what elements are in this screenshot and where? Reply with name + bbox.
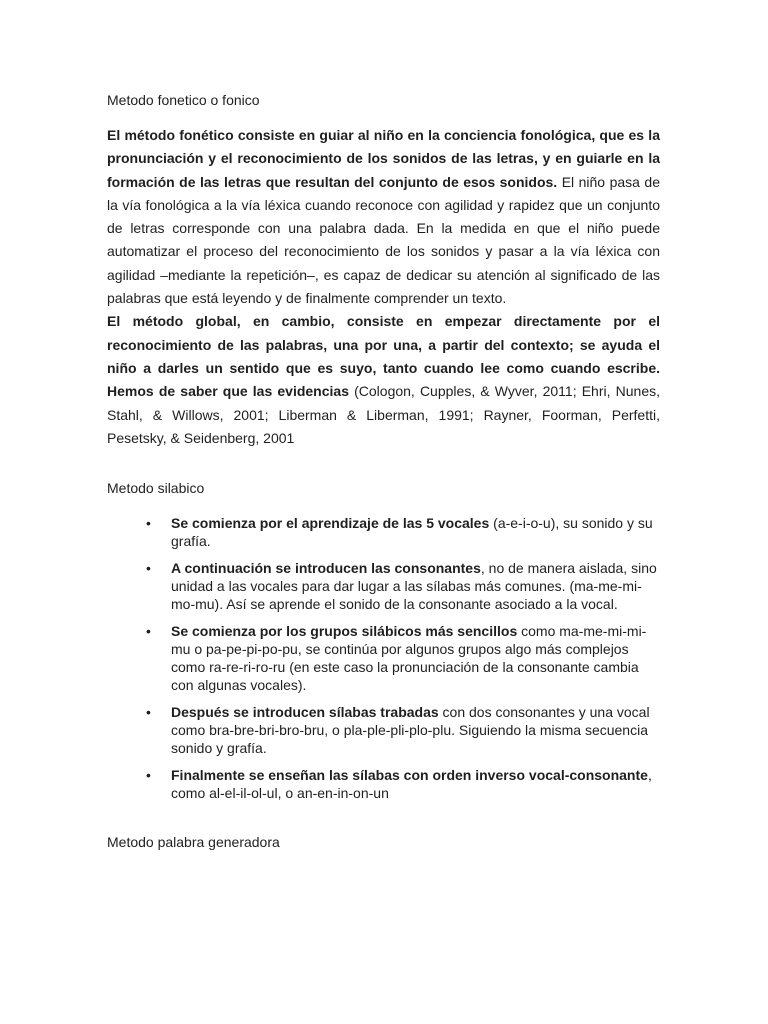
list-item-text: con dos consonantes y una vocal como bra-bre-bri-bro-bru, o pla-ple-pli-plo-plu. Siguiendo la misma secuencia sonido y grafía. [171, 704, 650, 757]
bullet-icon: • [146, 560, 151, 577]
list-item-bold: Finalmente se enseñan las sílabas con orden inverso vocal-consonante [171, 767, 648, 784]
list-item-bold: A continuación se introducen las consonantes [171, 560, 481, 577]
bullet-list [107, 514, 660, 802]
list-item-text: como ma-me-mi-mi-mu o pa-pe-pi-po-pu, se continúa por algunos grupos algo más complejos como ra-re-ri-ro-ru (en este caso la pronunciación de la consonante cambia con algunas vocales). [171, 623, 647, 694]
list-item-bold: Se comienza por los grupos silábicos más sencillos [171, 623, 518, 640]
list-item [146, 559, 661, 613]
bullet-icon: • [146, 704, 151, 721]
list-item [146, 703, 661, 757]
paragraph-body: (Cologon, Cupples, & Wyver, 2011; Ehri, Nunes, Stahl, & Willows, 2001; Liberman & Liberman, 1991; Rayner, Foorman, Perfetti, Pesetsky, & Seidenberg, 2001 [107, 383, 660, 446]
list-item [146, 514, 661, 550]
bullet-icon: • [146, 767, 151, 784]
paragraph-body: El niño pasa de la vía fonológica a la vía léxica cuando reconoce con agilidad y rapidez que un conjunto de letras corresponde con una palabra dada. En la medida en que el niño puede automatizar el proceso del reconocimiento de los sonidos y pasar a la vía léxica con agilidad –mediante la repetición–, es capaz de dedicar su atención al significado de las palabras que está leyendo y de finalmente comprender un texto. [107, 173, 661, 307]
section-heading-fonetico: Metodo fonetico o fonico [107, 92, 260, 108]
paragraph-bold-lead: El método global, en cambio, consiste en empezar directamente por el reconocimiento de las palabras, una por una, a partir del contexto; se ayuda el niño a darles un sentido que es suyo, tanto cuando lee como cuando escribe. Hemos de saber que las evidencias [107, 313, 660, 400]
list-item-text: (a-e-i-o-u), su sonido y su grafía. [171, 515, 653, 550]
section-heading-palabra-generadora: Metodo palabra generadora [107, 834, 280, 851]
paragraph-bold-lead: El método fonético consiste en guiar al niño en la conciencia fonológica, que es la pronunciación y el reconocimiento de los sonidos de las letras, y en guiarle en la formación de las letras que resultan del conjunto de esos sonidos. [107, 127, 660, 190]
list-item-text: , como al-el-il-ol-ul, o an-en-in-on-un [171, 767, 652, 802]
paragraph-metodo-global [107, 310, 660, 450]
section-heading-silabico: Metodo silabico [107, 480, 205, 497]
bullet-icon: • [146, 515, 151, 532]
bullet-icon: • [146, 623, 151, 640]
list-item-bold: Después se introducen sílabas trabadas [171, 704, 439, 721]
list-item [146, 766, 661, 802]
document-page [107, 90, 660, 852]
list-item-text: , no de manera aislada, sino unidad a las vocales para dar lugar a las sílabas más comunes. (ma-me-mi-mo-mu). Así se aprende el sonido de la consonante asociado a la vocal. [171, 560, 657, 613]
list-item [146, 622, 661, 694]
list-item-bold: Se comienza por el aprendizaje de las 5 vocales [171, 515, 490, 532]
paragraph-metodo-fonetico [107, 124, 660, 310]
